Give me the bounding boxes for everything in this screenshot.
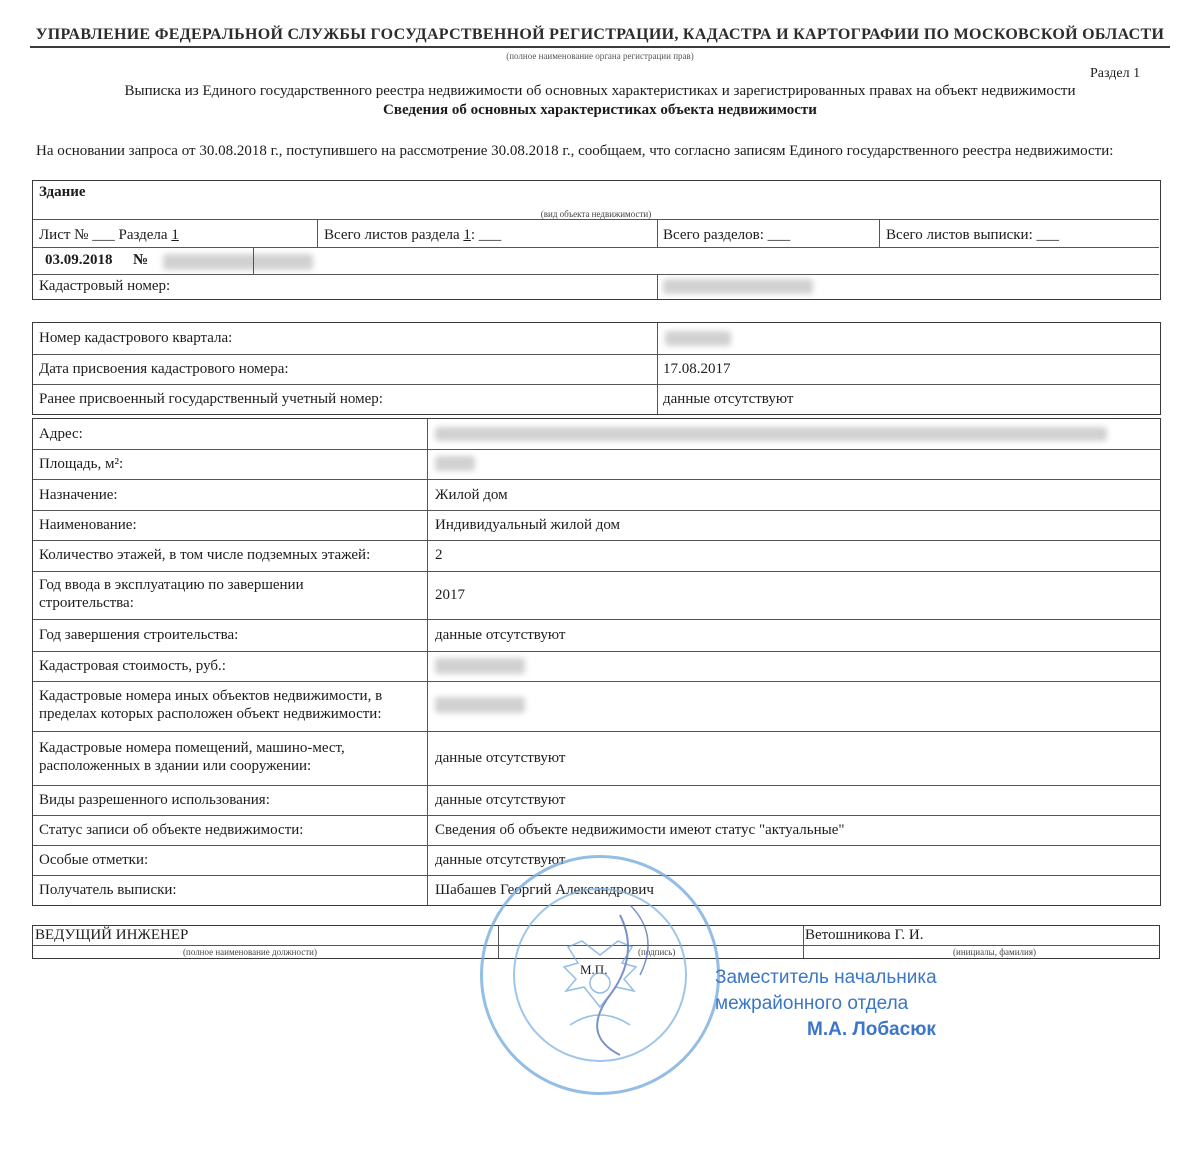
table-row [33,354,1160,385]
row-label: Количество этажей, в том числе подземных этажей: [39,547,371,563]
table-row [33,510,1160,541]
table-row [33,681,1160,732]
row-label: Кадастровые номера помещений, машино-мест, расположенных в здании или сооружении: [39,740,345,774]
row-value: 17.08.2017 [663,361,731,377]
row-label: Площадь, м²: [39,456,124,472]
row-label: Получатель выписки: [39,882,177,898]
row-value: Шабашев Георгий Александрович [435,882,654,898]
position-title: ВЕДУЩИЙ ИНЖЕНЕР [35,927,189,943]
document-title: Выписка из Единого государственного реестра недвижимости об основных характеристиках и зарегистрированных правах на объект недвижимости [124,83,1076,99]
object-type: Здание [39,184,86,200]
redacted-extract-number [163,254,313,270]
row-label: Особые отметки: [39,852,149,868]
row-value: 2 [435,547,443,563]
redacted-cadastral-number [663,279,813,294]
total-sheets-section: Всего листов раздела 1: ___ [324,227,502,243]
intro-paragraph: На основании запроса от 30.08.2018 г., поступившего на рассмотрение 30.08.2018 г., сообщаем, что согласно записям Единого государственного реестра недвижимости: [36,143,1114,159]
stamp-signer-name: М.А. Лобасюк [807,1019,936,1040]
table-row [33,731,1160,786]
name-caption: (инициалы, фамилия) [953,947,1036,957]
row-label: Кадастровые номера иных объектов недвижимости, в пределах которых расположен объект недвижимости: [39,688,383,722]
table-row [33,449,1160,480]
row-value: данные отсутствуют [435,792,566,808]
document-subtitle: Сведения об основных характеристиках объекта недвижимости [383,102,817,118]
redacted-cadastral-value [435,658,525,674]
redacted-area [435,456,475,471]
row-label: Дата присвоения кадастрового номера: [39,361,289,377]
row-label: Назначение: [39,487,118,503]
row-value: данные отсутствуют [435,627,566,643]
row-label: Ранее присвоенный государственный учетный номер: [39,391,383,407]
deputy-head-stamp [715,965,937,1043]
row-label: Год ввода в эксплуатацию по завершении строительства: [39,577,304,611]
redacted-parent-cadastral [435,697,525,713]
redacted-address [435,427,1107,441]
characteristics-table [32,418,1161,906]
table-row [33,479,1160,511]
object-type-caption: (вид объекта недвижимости) [540,209,652,219]
total-extract-sheets: Всего листов выписки: ___ [886,227,1059,243]
organization-name: УПРАВЛЕНИЕ ФЕДЕРАЛЬНОЙ СЛУЖБЫ ГОСУДАРСТВЕННОЙ РЕГИСТРАЦИИ, КАДАСТРА И КАРТОГРАФИИ ПО МОСКОВСКОЙ ОБЛАСТИ [30,26,1170,48]
table-row [33,571,1160,620]
row-label: Адрес: [39,426,83,442]
table-row [33,651,1160,682]
row-value: данные отсутствуют [435,852,566,868]
extract-date: 03.09.2018 [45,252,113,268]
seal-emblem-icon [480,855,720,1095]
number-sign: № [133,252,149,268]
signer-name: Ветошникова Г. И. [805,927,924,943]
position-caption: (полное наименование должности) [183,947,317,957]
sheet-number: Лист № ___ Раздела 1 [39,227,179,243]
section-label: Раздел 1 [1090,66,1141,81]
row-label: Статус записи об объекте недвижимости: [39,822,304,838]
total-sections: Всего разделов: ___ [663,227,791,243]
table-row [33,815,1160,846]
cadastral-number-label: Кадастровый номер: [39,278,171,294]
row-value: данные отсутствуют [663,391,794,407]
table-row [33,384,1160,414]
row-value: данные отсутствуют [435,750,566,766]
stamp-line-2: межрайонного отдела [715,993,909,1014]
row-label: Номер кадастрового квартала: [39,330,233,346]
table-row [33,540,1160,572]
row-label: Наименование: [39,517,137,533]
row-label: Кадастровая стоимость, руб.: [39,658,226,674]
table-row [33,785,1160,816]
row-value: 2017 [435,587,465,603]
cadastral-table [32,322,1161,415]
table-row [33,619,1160,652]
table-row [33,323,1160,355]
official-seal [480,855,720,1095]
table-row [33,419,1160,450]
stamp-line-1: Заместитель начальника [715,967,937,988]
object-info-table [32,180,1161,300]
signature-caption: (подпись) [638,947,676,957]
row-value: Индивидуальный жилой дом [435,517,621,533]
row-value: Жилой дом [435,487,508,503]
row-label: Год завершения строительства: [39,627,239,643]
seal-label: М.П. [580,962,608,977]
row-value: Сведения об объекте недвижимости имеют статус "актуальные" [435,822,845,838]
redacted-value [665,331,731,346]
row-label: Виды разрешенного использования: [39,792,270,808]
organization-caption: (полное наименование органа регистрации прав) [506,51,694,61]
